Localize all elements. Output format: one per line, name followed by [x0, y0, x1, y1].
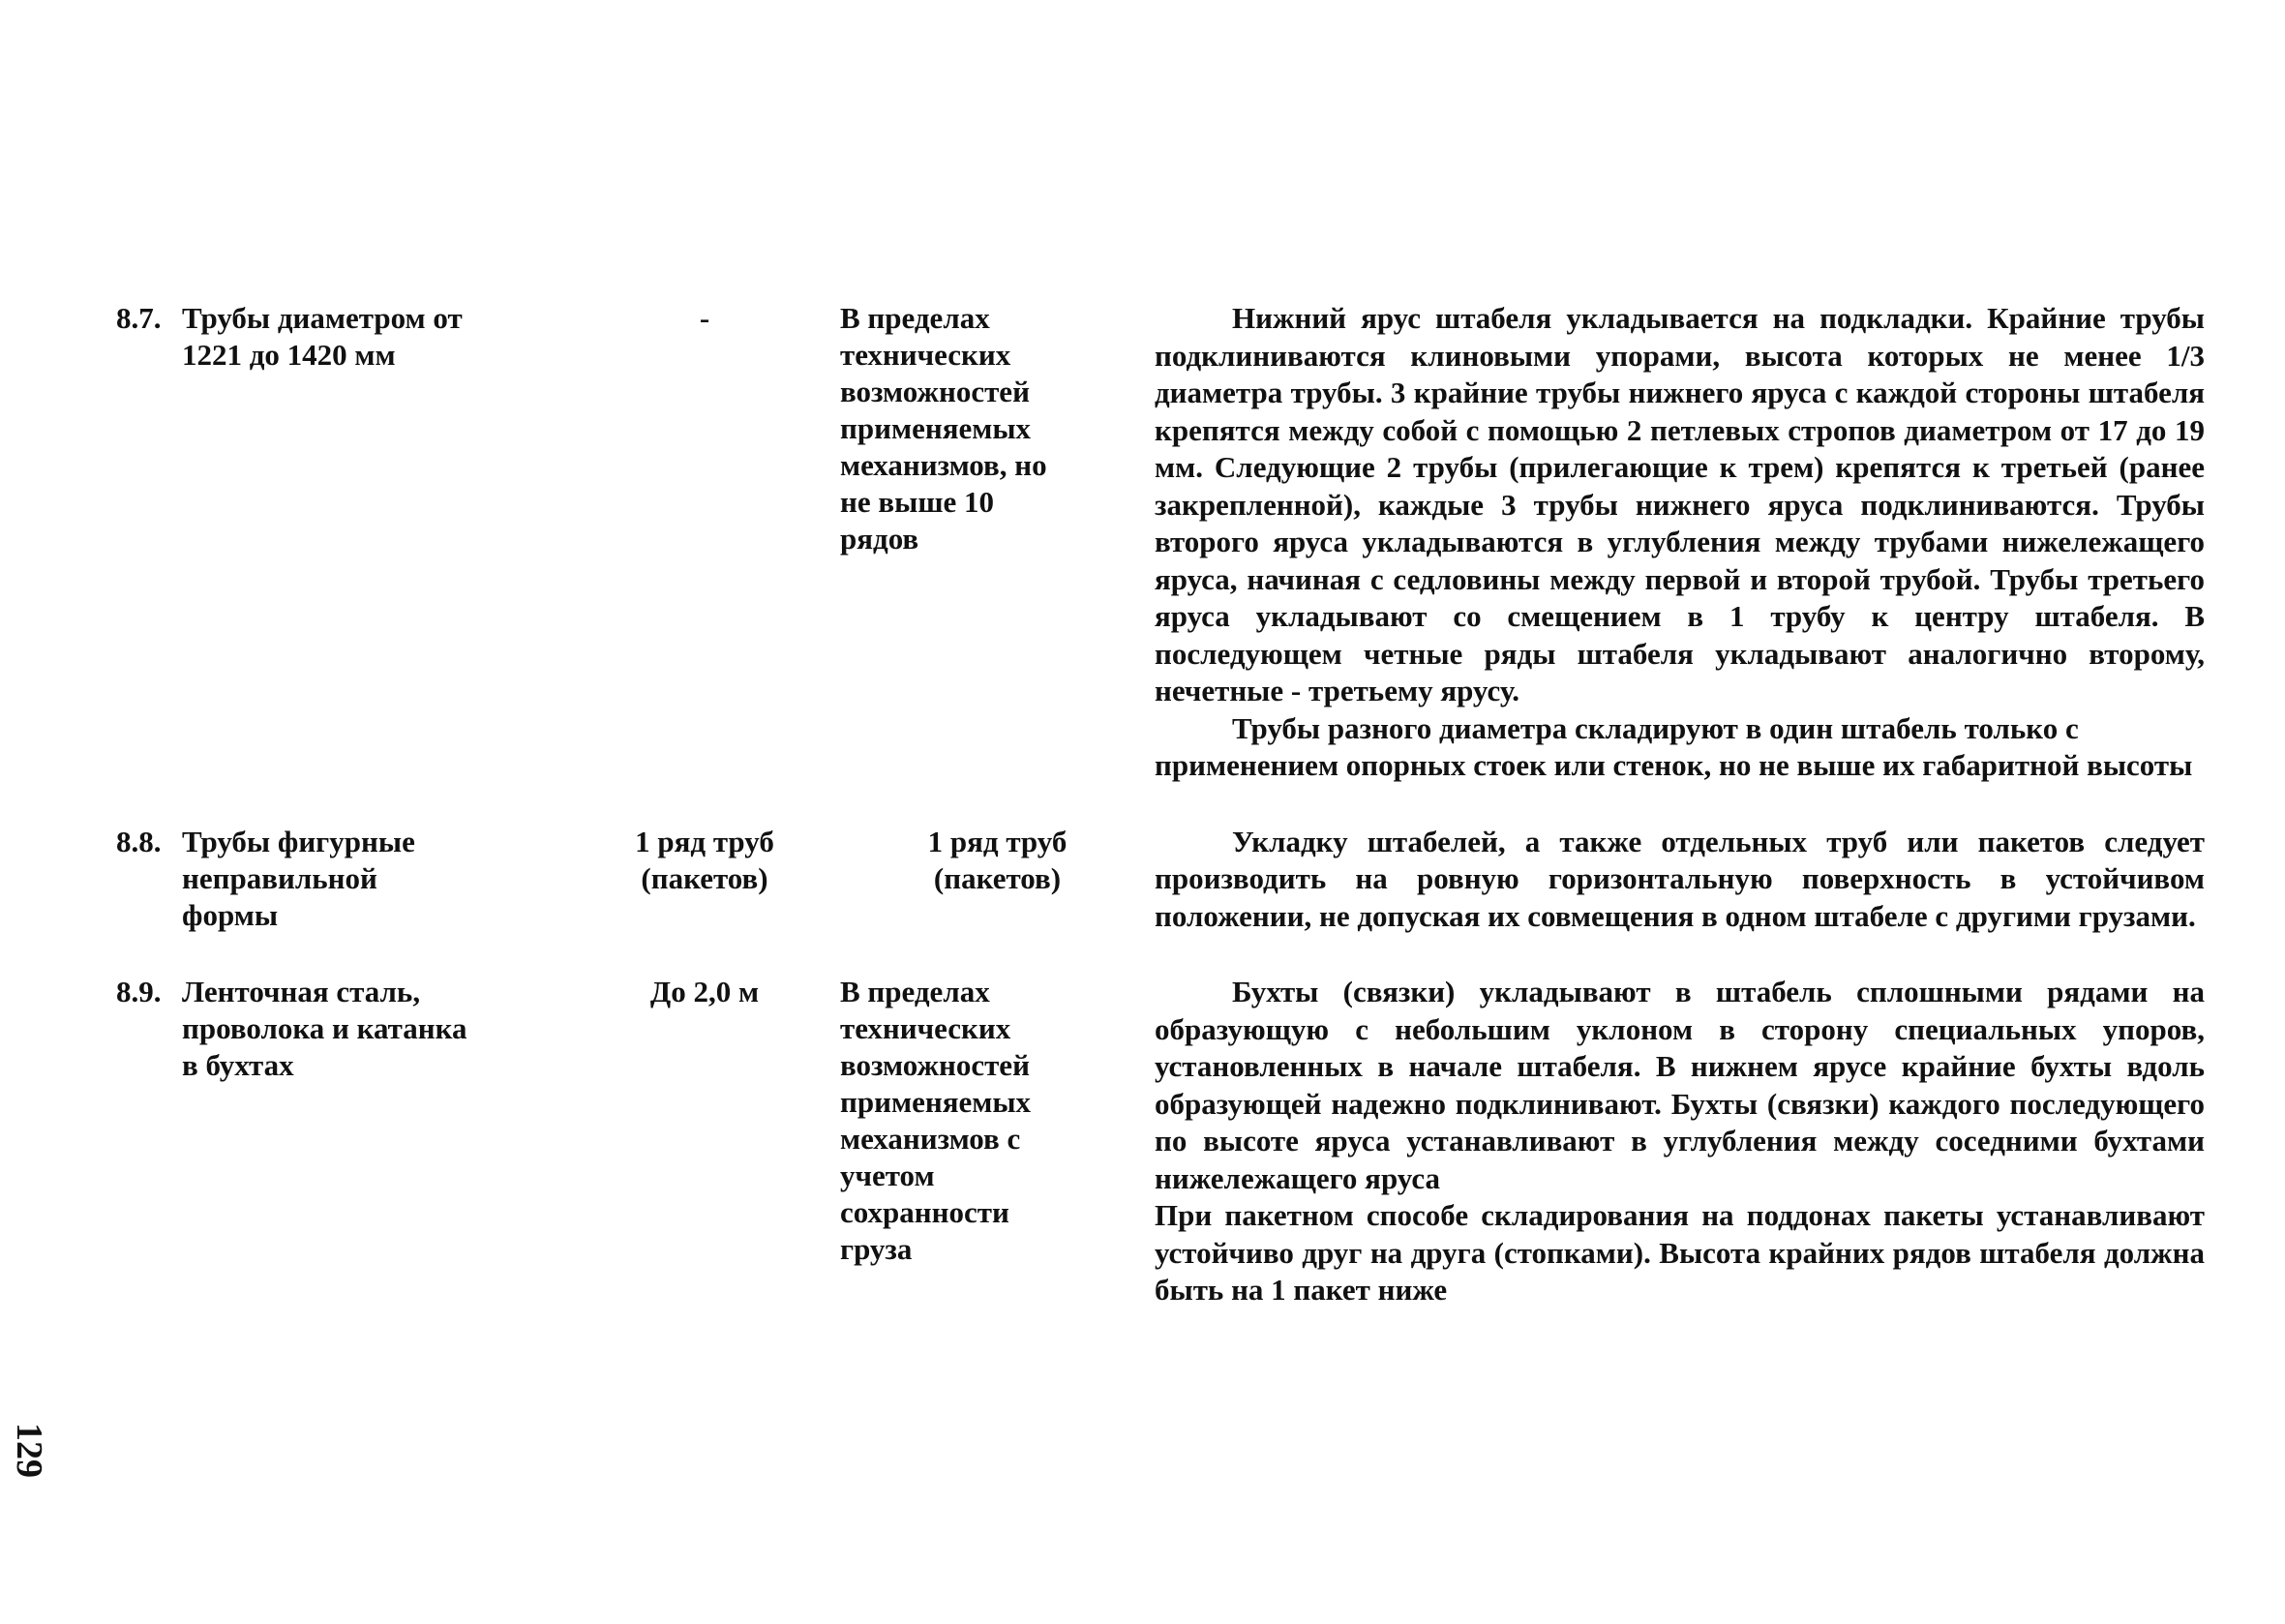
stack-height-b-line: В пределах: [840, 975, 990, 1008]
cargo-name: [182, 824, 569, 934]
stacking-description: [1155, 974, 2205, 1309]
storage-rules-table: [116, 300, 2205, 1309]
page-number: 129: [9, 1423, 49, 1478]
stack-height-b-line: 1 ряд труб: [927, 824, 1067, 858]
stack-height-a-line: До 2,0 м: [649, 975, 760, 1008]
cargo-name-line: неправильной: [182, 860, 377, 895]
stack-height-b-line: учетом: [840, 1158, 935, 1192]
cargo-name-line: Трубы фигурные: [182, 824, 415, 858]
stack-height-b-line: возможностей: [840, 1048, 1030, 1082]
row-number: 8.7.: [116, 301, 162, 335]
description-paragraph: При пакетном способе складирования на поддонах пакеты устанавливают устойчиво друг на друга (стопками). Высота крайних рядов штабеля должна быть на 1 пакет ниже: [1155, 1198, 2205, 1307]
stack-height-b: [840, 300, 1155, 557]
description-paragraph: Трубы разного диаметра складируют в один штабель только с применением опорных стоек или стенок, но не выше их габаритной высоты: [1155, 710, 2193, 782]
stack-height-b-line: возможностей: [840, 375, 1030, 408]
stack-height-b: [840, 974, 1155, 1268]
stack-height-b-line: механизмов с: [840, 1122, 1021, 1156]
description-paragraph: Нижний ярус штабеля укладывается на подкладки. Крайние трубы подклиниваются клиновыми упорами, высота которых не менее 1/3 диаметра трубы. 3 крайние трубы нижнего яруса с каждой стороны штабеля крепятся между собой с помощью 2 петлевых стропов диаметром от 17 до 19 мм. Следующие 2 трубы (прилегающие к трем) крепятся к третьей (ранее закрепленной), каждые 3 трубы нижнего яруса подклиниваются. Трубы второго яруса укладываются в углубления между трубами нижележащего яруса, начиная с седловины между первой и второй трубой. Трубы третьего яруса укладывают со смещением в 1 трубу к центру штабеля. В последующем четные ряды штабеля укладывают аналогично второму, нечетные - третьему ярусу.: [1155, 301, 2205, 707]
cargo-name-line: Трубы диаметром от: [182, 301, 463, 335]
stack-height-b-line: технических: [840, 1011, 1011, 1045]
table-row: [116, 974, 2205, 1309]
stacking-description: [1155, 300, 2205, 785]
stack-height-b-line: сохранности: [840, 1195, 1009, 1229]
stack-height-b-line: технических: [840, 338, 1011, 372]
row-number: 8.8.: [116, 824, 162, 858]
stack-height-b-line: применяемых: [840, 411, 1032, 445]
stack-height-b-line: В пределах: [840, 301, 990, 335]
stacking-description: [1155, 824, 2205, 936]
cargo-name-line: формы: [182, 897, 279, 932]
description-paragraph: Бухты (связки) укладывают в штабель сплошными рядами на образующую с небольшим уклоном в сторону специальных упоров, установленных в начале штабеля. В нижнем ярусе крайние бухты вдоль образующей надежно подклинивают. Бухты (связки) каждого последующего по высоте яруса устанавливают в углубления между соседними бухтами нижележащего яруса: [1155, 975, 2205, 1195]
stack-height-b-line: груза: [840, 1232, 913, 1266]
cargo-name: [182, 974, 569, 1084]
stack-height-a: [569, 300, 840, 337]
description-paragraph: Укладку штабелей, а также отдельных труб или пакетов следует производить на ровную горизонтальную поверхность в устойчивом положении, не допуская их совмещения в одном штабеле с другими грузами.: [1155, 824, 2205, 933]
cargo-name: [182, 300, 569, 374]
stack-height-b-line: механизмов, но: [840, 448, 1047, 482]
stack-height-b-line: рядов: [840, 522, 919, 556]
stack-height-a: [569, 824, 840, 897]
table-row: [116, 300, 2205, 785]
row-number: 8.9.: [116, 975, 162, 1008]
table-row: [116, 824, 2205, 936]
stack-height-a-line: -: [699, 301, 710, 335]
stack-height-a: [569, 974, 840, 1010]
cargo-name-line: Ленточная сталь,: [182, 975, 421, 1008]
stack-height-a-line: 1 ряд труб: [635, 824, 774, 858]
cargo-name-line: проволока и катанка: [182, 1011, 467, 1045]
cargo-name-line: в бухтах: [182, 1048, 294, 1082]
stack-height-b-line: применяемых: [840, 1085, 1032, 1119]
stack-height-b-line: (пакетов): [933, 860, 1062, 895]
stack-height-b: [840, 824, 1155, 897]
cargo-name-line: 1221 до 1420 мм: [182, 338, 396, 372]
stack-height-a-line: (пакетов): [641, 860, 768, 895]
stack-height-b-line: не выше 10: [840, 485, 994, 519]
